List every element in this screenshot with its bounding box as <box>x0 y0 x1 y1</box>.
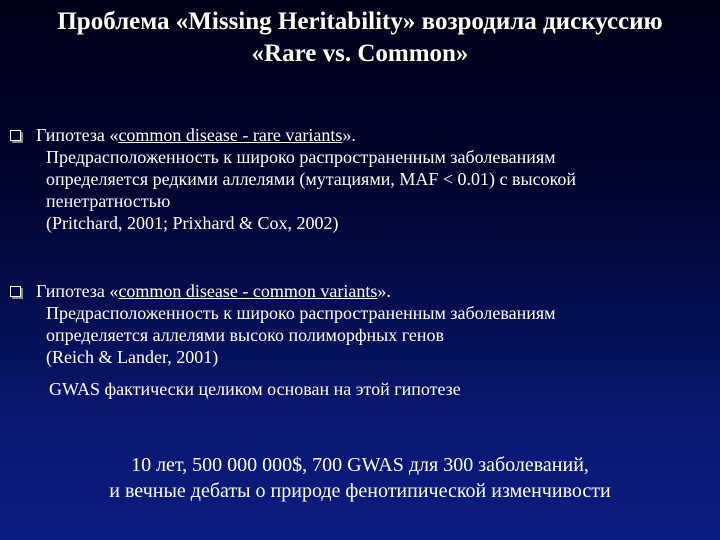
hypothesis-link[interactable]: common disease - rare variants <box>118 125 343 145</box>
hypothesis-heading <box>36 280 716 302</box>
gwas-note: GWAS фактически целиком основан на этой гипотезе <box>49 379 461 399</box>
hypothesis-citation: (Pritchard, 2001; Prixhard & Cox, 2002) <box>46 213 339 233</box>
hypothesis-link[interactable]: common disease - common variants <box>118 281 378 301</box>
hypothesis-suffix: ». <box>377 281 391 301</box>
bullet-text <box>36 124 716 234</box>
slide-title-line-2: «Rare vs. Common» <box>251 40 469 67</box>
hypothesis-citation: (Reich & Lander, 2001) <box>46 347 219 367</box>
hypothesis-text-line: определяется редкими аллелями (мутациями, MAF < 0.01) с высокой <box>46 169 577 189</box>
conclusion-line-2: и вечные дебаты о природе фенотипической изменчивости <box>109 480 611 502</box>
hypothesis-prefix: Гипотеза « <box>36 281 119 301</box>
slide-title-line-1: Проблема «Missing Heritability» возродила дискуссию <box>57 8 663 35</box>
hypothesis-prefix: Гипотеза « <box>36 125 119 145</box>
slide-title <box>0 6 720 70</box>
hypothesis-text-line: пенетратностью <box>46 191 171 211</box>
conclusion <box>0 452 720 504</box>
conclusion-line-1: 10 лет, 500 000 000$, 700 GWAS для 300 заболеваний, <box>131 454 589 476</box>
hypothesis-text-line: определяется аллелями высоко полиморфных генов <box>46 325 444 345</box>
square-bullet-icon <box>10 286 21 297</box>
hypothesis-text-line: Предрасположенность к широко распространенным заболеваниям <box>46 147 556 167</box>
square-bullet-icon <box>10 130 21 141</box>
hypothesis-text-line: Предрасположенность к широко распространенным заболеваниям <box>46 303 556 323</box>
hypothesis-heading <box>36 124 716 146</box>
hypothesis-suffix: ». <box>342 125 356 145</box>
bullet-text <box>36 280 716 368</box>
